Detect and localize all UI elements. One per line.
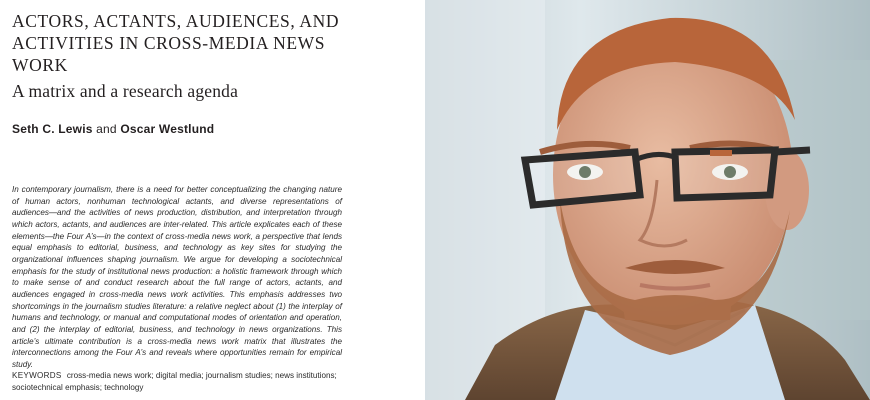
author-line (12, 122, 214, 136)
paper-excerpt (0, 0, 425, 400)
title-line: ACTIVITIES IN CROSS-MEDIA NEWS (12, 33, 326, 53)
keywords-list: cross-media news work; digital media; journalism studies; news institutions; sociotechnical emphasis; technology (12, 371, 337, 392)
author-name: Seth C. Lewis (12, 122, 93, 136)
keywords (12, 370, 347, 393)
abstract: In contemporary journalism, there is a need for better conceptualizing the changing nature of human actors, nonhuman technological actants, and diverse representations of audiences—and the activities of news production, distribution, and interpretation through which actors, actants, and audiences are inter-related. This article explicates each of these elements—the Four A’s—in the context of cross-media news work, a perspective that lends equal emphasis to editorial, business, and technology as key sites for studying the organizational influences shaping journalism. We argue for developing a sociotechnical emphasis for the study of institutional news production: a holistic framework through which to make sense of and conduct research about the full range of actors, actants, and audiences engaged in cross-media news work activities. This emphasis addresses two shortcomings in the journalism studies literature: a relative neglect about (1) the interplay of humans and technology, or manual and computational modes of orientation and operation, and (2) the interplay of editorial, business, and technology in news organizations. This article’s ultimate contribution is a cross-media news work matrix that illustrates the interconnections among the Four A’s and reveals where opportunities remain for empirical study. (12, 185, 342, 369)
keywords-label: KEYWORDS (12, 371, 62, 380)
portrait-photo (425, 0, 870, 400)
portrait-photo-icon (425, 0, 870, 400)
article-title (12, 10, 412, 76)
article-subtitle: A matrix and a research agenda (12, 81, 239, 101)
title-line: WORK (12, 55, 68, 75)
author-conjunction: and (96, 122, 117, 136)
title-line: ACTORS, ACTANTS, AUDIENCES, AND (12, 11, 340, 31)
author-name: Oscar Westlund (120, 122, 215, 136)
